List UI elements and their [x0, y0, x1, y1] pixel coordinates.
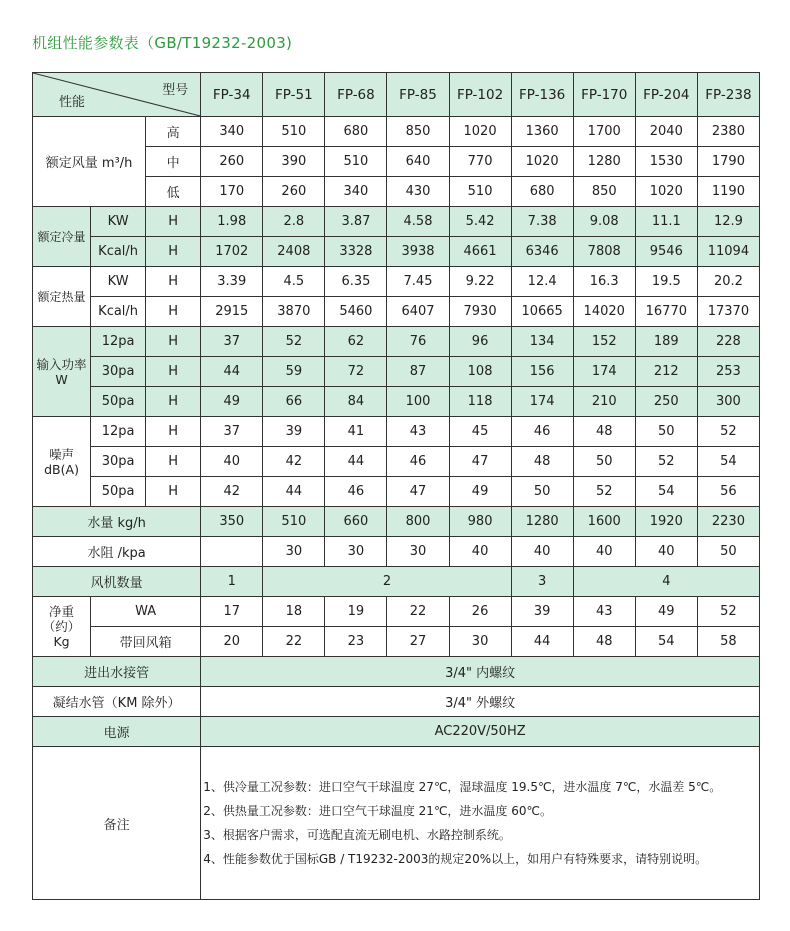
remark-line: 1、供冷量工况参数：进口空气干球温度 27℃，湿球温度 19.5℃，进水温度 7℃，水温差 5℃。	[203, 780, 722, 794]
value-cell: 50	[697, 537, 759, 567]
value-cell: 30	[325, 537, 387, 567]
cooling-label: 额定冷量	[33, 207, 91, 267]
value-cell: 14020	[573, 297, 635, 327]
table-row	[33, 507, 760, 537]
value-cell: 260	[201, 147, 263, 177]
value-cell: 152	[573, 327, 635, 357]
table-row	[33, 447, 760, 477]
table-row	[33, 477, 760, 507]
value-cell: 27	[387, 627, 449, 657]
table-row	[33, 567, 760, 597]
value-cell: 46	[511, 417, 573, 447]
value-cell: 30	[263, 537, 325, 567]
water-resistance-label: 水阻 /kpa	[33, 537, 201, 567]
value-cell: 50	[635, 417, 697, 447]
value-cell: 1.98	[201, 207, 263, 237]
value-cell: 1700	[573, 117, 635, 147]
value-cell: 4.5	[263, 267, 325, 297]
heating-label: 额定热量	[33, 267, 91, 327]
noise-label-unit: dB(A)	[44, 461, 79, 477]
model-label: 型号	[162, 83, 189, 98]
table-title: 机组性能参数表（GB/T19232-2003)	[32, 34, 293, 52]
value-cell: 3938	[387, 237, 449, 267]
value-cell: 18	[263, 597, 325, 627]
pressure-cell: 50pa	[91, 387, 146, 417]
value-cell: 2915	[201, 297, 263, 327]
value-cell: 2380	[697, 117, 759, 147]
value-cell: 510	[449, 177, 511, 207]
value-cell: 3.39	[201, 267, 263, 297]
model-header: FP-204	[635, 73, 697, 117]
value-cell: 118	[449, 387, 511, 417]
value-cell: 66	[263, 387, 325, 417]
level-cell: H	[146, 327, 201, 357]
value-cell: 22	[263, 627, 325, 657]
table-row	[33, 327, 760, 357]
value-cell: 48	[511, 447, 573, 477]
value-cell: 3.87	[325, 207, 387, 237]
level-cell: H	[146, 237, 201, 267]
unit-cell: Kcal/h	[91, 297, 146, 327]
value-cell: 1020	[635, 177, 697, 207]
table-row	[33, 357, 760, 387]
condensate-pipe-label: 凝结水管（KM 除外）	[33, 687, 201, 717]
value-cell: 4661	[449, 237, 511, 267]
value-cell: 46	[387, 447, 449, 477]
fan-count-cell: 2	[263, 567, 511, 597]
value-cell: 4.58	[387, 207, 449, 237]
value-cell: 47	[449, 447, 511, 477]
weight-type-cell: 带回风箱	[91, 627, 201, 657]
value-cell: 30	[387, 537, 449, 567]
header-row	[33, 73, 760, 117]
value-cell: 1702	[201, 237, 263, 267]
value-cell: 47	[387, 477, 449, 507]
model-header: FP-238	[697, 73, 759, 117]
fan-count-label: 风机数量	[33, 567, 201, 597]
value-cell: 49	[635, 597, 697, 627]
fan-count-cell: 4	[573, 567, 759, 597]
table-row	[33, 117, 760, 147]
power-supply-value: AC220V/50HZ	[201, 717, 760, 747]
value-cell: 850	[573, 177, 635, 207]
value-cell: 300	[697, 387, 759, 417]
value-cell: 40	[635, 537, 697, 567]
table-row	[33, 657, 760, 687]
value-cell: 1280	[511, 507, 573, 537]
value-cell: 108	[449, 357, 511, 387]
value-cell: 39	[511, 597, 573, 627]
performance-table	[32, 72, 760, 900]
value-cell: 9546	[635, 237, 697, 267]
performance-label: 性能	[59, 95, 86, 110]
value-cell: 72	[325, 357, 387, 387]
value-cell: 228	[697, 327, 759, 357]
value-cell: 156	[511, 357, 573, 387]
value-cell: 52	[263, 327, 325, 357]
value-cell: 20.2	[697, 267, 759, 297]
level-cell: H	[146, 387, 201, 417]
model-header: FP-136	[511, 73, 573, 117]
value-cell: 44	[201, 357, 263, 387]
value-cell: 40	[201, 447, 263, 477]
value-cell: 37	[201, 327, 263, 357]
value-cell: 5460	[325, 297, 387, 327]
value-cell: 1920	[635, 507, 697, 537]
value-cell: 96	[449, 327, 511, 357]
value-cell: 43	[573, 597, 635, 627]
airflow-label: 额定风量 m³/h	[33, 117, 146, 207]
level-cell: H	[146, 297, 201, 327]
value-cell: 19.5	[635, 267, 697, 297]
header-corner-cell	[33, 73, 201, 117]
value-cell: 20	[201, 627, 263, 657]
pressure-cell: 30pa	[91, 447, 146, 477]
value-cell: 40	[449, 537, 511, 567]
value-cell: 7.45	[387, 267, 449, 297]
value-cell: 58	[697, 627, 759, 657]
value-cell: 640	[387, 147, 449, 177]
level-cell: H	[146, 447, 201, 477]
model-header: FP-102	[449, 73, 511, 117]
remarks-label: 备注	[33, 747, 201, 900]
value-cell: 52	[573, 477, 635, 507]
value-cell: 800	[387, 507, 449, 537]
table-row	[33, 627, 760, 657]
water-flow-label: 水量 kg/h	[33, 507, 201, 537]
level-cell: H	[146, 417, 201, 447]
value-cell: 54	[697, 447, 759, 477]
value-cell: 3328	[325, 237, 387, 267]
value-cell: 680	[511, 177, 573, 207]
value-cell: 54	[635, 627, 697, 657]
value-cell: 46	[325, 477, 387, 507]
value-cell: 39	[263, 417, 325, 447]
value-cell: 52	[635, 447, 697, 477]
value-cell: 12.9	[697, 207, 759, 237]
value-cell: 174	[511, 387, 573, 417]
value-cell: 40	[511, 537, 573, 567]
value-cell: 16.3	[573, 267, 635, 297]
value-cell: 87	[387, 357, 449, 387]
weight-type-cell: WA	[91, 597, 201, 627]
value-cell: 189	[635, 327, 697, 357]
model-header: FP-170	[573, 73, 635, 117]
value-cell: 16770	[635, 297, 697, 327]
value-cell: 260	[263, 177, 325, 207]
value-cell: 10665	[511, 297, 573, 327]
inlet-outlet-pipe-value: 3/4" 内螺纹	[201, 657, 760, 687]
value-cell: 5.42	[449, 207, 511, 237]
value-cell: 48	[573, 417, 635, 447]
power-label-unit: W	[55, 371, 68, 387]
value-cell: 1600	[573, 507, 635, 537]
level-cell: H	[146, 207, 201, 237]
value-cell: 850	[387, 117, 449, 147]
value-cell: 660	[325, 507, 387, 537]
value-cell: 340	[325, 177, 387, 207]
value-cell: 42	[201, 477, 263, 507]
value-cell: 49	[201, 387, 263, 417]
value-cell: 9.22	[449, 267, 511, 297]
value-cell: 2230	[697, 507, 759, 537]
value-cell: 42	[263, 447, 325, 477]
model-header: FP-51	[263, 73, 325, 117]
remark-line: 4、性能参数优于国标GB / T19232-2003的规定20%以上，如用户有特殊要求，请特别说明。	[203, 852, 708, 866]
value-cell: 11094	[697, 237, 759, 267]
condensate-pipe-value: 3/4" 外螺纹	[201, 687, 760, 717]
value-cell: 49	[449, 477, 511, 507]
value-cell: 250	[635, 387, 697, 417]
value-cell: 23	[325, 627, 387, 657]
value-cell: 17	[201, 597, 263, 627]
value-cell: 350	[201, 507, 263, 537]
table-row	[33, 207, 760, 237]
value-cell: 2408	[263, 237, 325, 267]
noise-label-line: 噪声	[49, 446, 75, 462]
value-cell: 56	[697, 477, 759, 507]
fan-count-cell: 1	[201, 567, 263, 597]
value-cell: 390	[263, 147, 325, 177]
model-header: FP-68	[325, 73, 387, 117]
value-cell: 52	[697, 597, 759, 627]
table-row	[33, 237, 760, 267]
value-cell: 1280	[573, 147, 635, 177]
value-cell: 11.1	[635, 207, 697, 237]
value-cell: 59	[263, 357, 325, 387]
net-weight-line: （约）	[42, 619, 81, 634]
pressure-cell: 12pa	[91, 417, 146, 447]
pressure-cell: 50pa	[91, 477, 146, 507]
level-cell: 低	[146, 177, 201, 207]
net-weight-label	[33, 597, 91, 657]
value-cell: 100	[387, 387, 449, 417]
value-cell: 37	[201, 417, 263, 447]
remark-line: 3、根据客户需求，可选配直流无刷电机、水路控制系统。	[203, 828, 511, 842]
power-supply-label: 电源	[33, 717, 201, 747]
value-cell: 76	[387, 327, 449, 357]
level-cell: 中	[146, 147, 201, 177]
value-cell: 6.35	[325, 267, 387, 297]
value-cell: 50	[573, 447, 635, 477]
pressure-cell: 12pa	[91, 327, 146, 357]
value-cell: 7930	[449, 297, 511, 327]
table-row	[33, 267, 760, 297]
unit-cell: KW	[91, 267, 146, 297]
value-cell: 6407	[387, 297, 449, 327]
value-cell: 1530	[635, 147, 697, 177]
value-cell: 2.8	[263, 207, 325, 237]
value-cell: 1360	[511, 117, 573, 147]
pressure-cell: 30pa	[91, 357, 146, 387]
value-cell: 26	[449, 597, 511, 627]
value-cell: 6346	[511, 237, 573, 267]
value-cell: 84	[325, 387, 387, 417]
value-cell: 2040	[635, 117, 697, 147]
value-cell: 17370	[697, 297, 759, 327]
table-row	[33, 387, 760, 417]
noise-label	[33, 417, 91, 507]
value-cell: 45	[449, 417, 511, 447]
level-cell: H	[146, 477, 201, 507]
level-cell: H	[146, 267, 201, 297]
fan-count-cell: 3	[511, 567, 573, 597]
value-cell: 510	[263, 507, 325, 537]
value-cell: 510	[263, 117, 325, 147]
value-cell: 174	[573, 357, 635, 387]
remarks-content	[201, 747, 760, 900]
value-cell: 1790	[697, 147, 759, 177]
value-cell: 19	[325, 597, 387, 627]
power-label	[33, 327, 91, 417]
value-cell: 48	[573, 627, 635, 657]
value-cell: 41	[325, 417, 387, 447]
table-row	[33, 597, 760, 627]
table-row	[33, 717, 760, 747]
value-cell: 510	[325, 147, 387, 177]
value-cell: 210	[573, 387, 635, 417]
value-cell: 134	[511, 327, 573, 357]
value-cell: 43	[387, 417, 449, 447]
value-cell: 7808	[573, 237, 635, 267]
value-cell: 3870	[263, 297, 325, 327]
value-cell: 40	[573, 537, 635, 567]
value-cell: 12.4	[511, 267, 573, 297]
value-cell: 22	[387, 597, 449, 627]
table-row	[33, 747, 760, 900]
value-cell: 770	[449, 147, 511, 177]
model-header: FP-34	[201, 73, 263, 117]
table-row	[33, 687, 760, 717]
table-row	[33, 417, 760, 447]
value-cell: 7.38	[511, 207, 573, 237]
remark-line: 2、供热量工况参数：进口空气干球温度 21℃，进水温度 60℃。	[203, 804, 552, 818]
value-cell: 340	[201, 117, 263, 147]
unit-cell: Kcal/h	[91, 237, 146, 267]
table-row	[33, 537, 760, 567]
value-cell: 1020	[449, 117, 511, 147]
unit-cell: KW	[91, 207, 146, 237]
value-cell: 9.08	[573, 207, 635, 237]
level-cell: 高	[146, 117, 201, 147]
value-cell: 680	[325, 117, 387, 147]
value-cell: 54	[635, 477, 697, 507]
model-header: FP-85	[387, 73, 449, 117]
value-cell: 1020	[511, 147, 573, 177]
value-cell: 52	[697, 417, 759, 447]
value-cell: 30	[449, 627, 511, 657]
value-cell: 44	[263, 477, 325, 507]
value-cell	[201, 537, 263, 567]
value-cell: 44	[325, 447, 387, 477]
value-cell: 430	[387, 177, 449, 207]
net-weight-unit: Kg	[53, 634, 70, 649]
value-cell: 1190	[697, 177, 759, 207]
inlet-outlet-pipe-label: 进出水接管	[33, 657, 201, 687]
value-cell: 253	[697, 357, 759, 387]
value-cell: 44	[511, 627, 573, 657]
value-cell: 62	[325, 327, 387, 357]
value-cell: 170	[201, 177, 263, 207]
value-cell: 980	[449, 507, 511, 537]
level-cell: H	[146, 357, 201, 387]
value-cell: 50	[511, 477, 573, 507]
table-row	[33, 297, 760, 327]
net-weight-line: 净重	[49, 604, 75, 619]
value-cell: 212	[635, 357, 697, 387]
power-label-line: 输入功率	[36, 356, 87, 372]
